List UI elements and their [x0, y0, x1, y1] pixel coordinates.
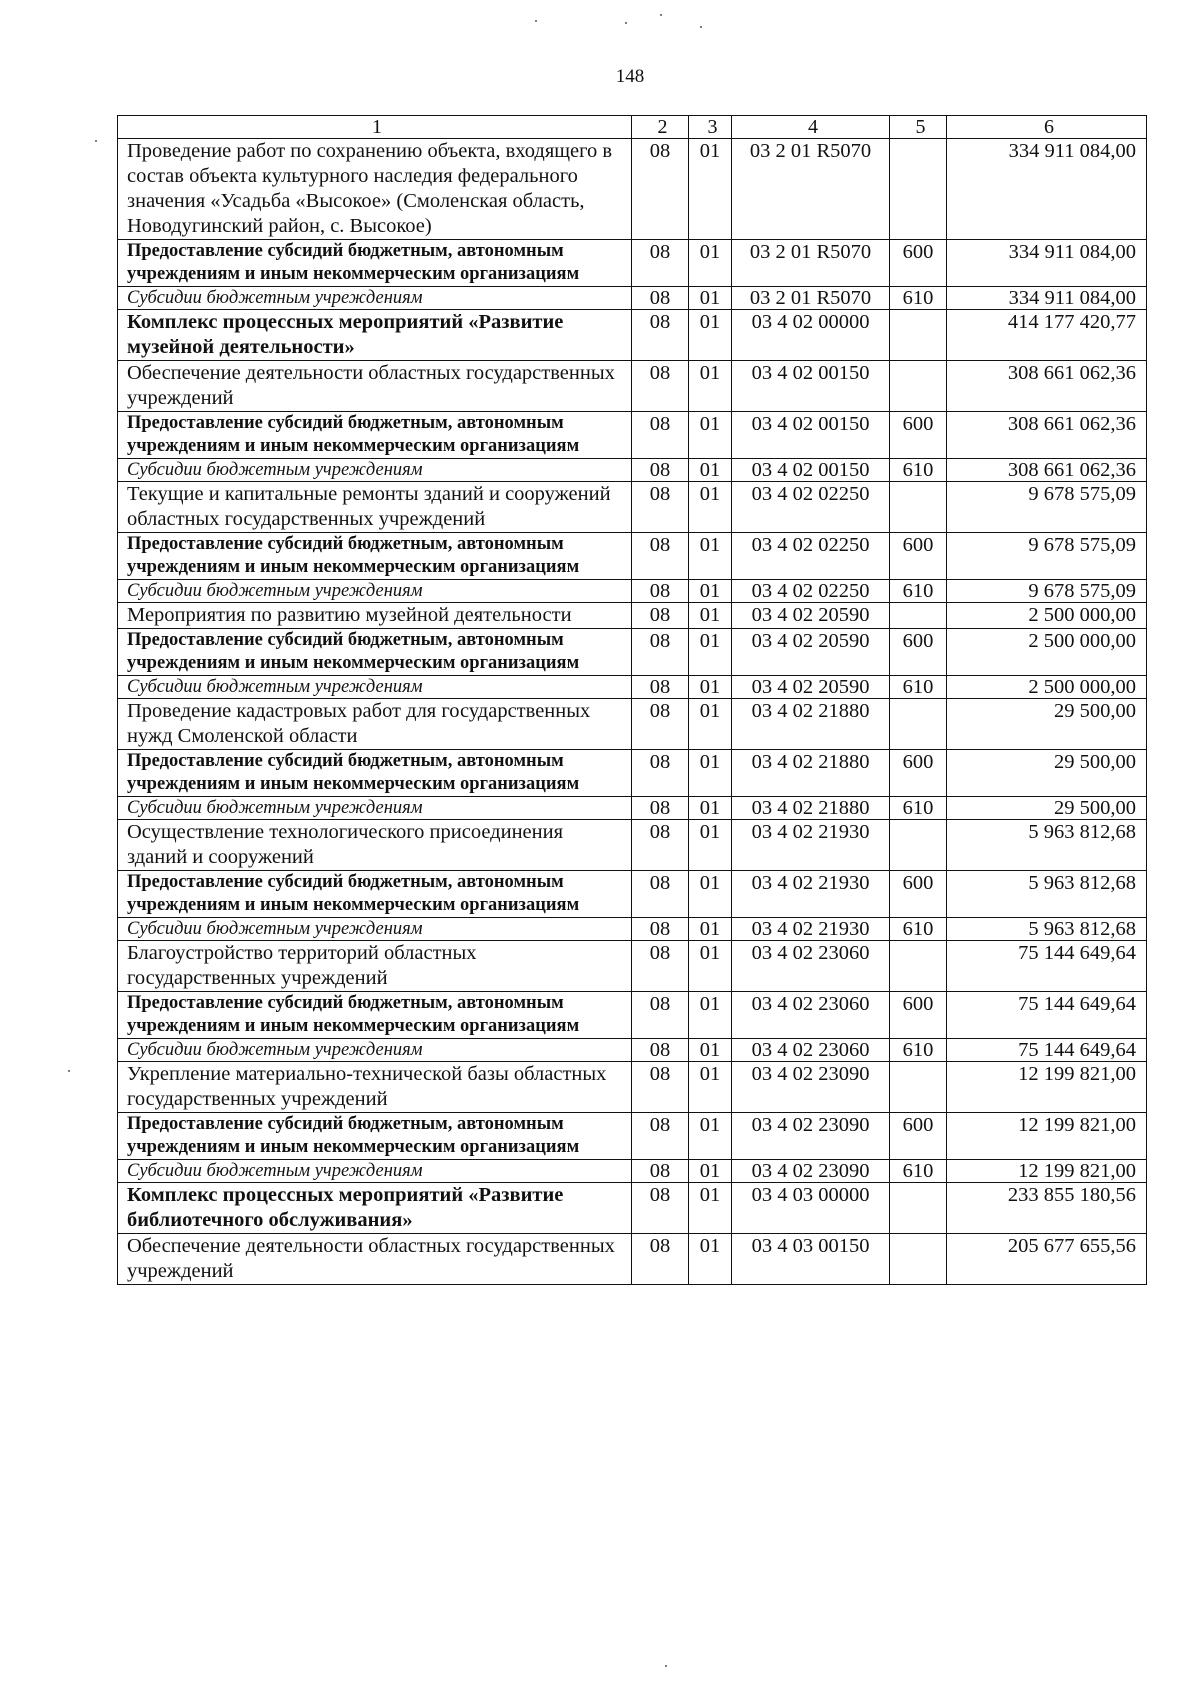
row-amount: 9 678 575,09: [947, 482, 1147, 533]
row-amount: 5 963 812,68: [947, 820, 1147, 871]
row-expense-type-code: [890, 1062, 947, 1113]
row-section-code: 08: [632, 871, 689, 918]
row-expense-type-code: 600: [890, 1113, 947, 1160]
row-section-code: 08: [632, 1160, 689, 1183]
row-section-code: 08: [632, 797, 689, 820]
row-amount: 12 199 821,00: [947, 1113, 1147, 1160]
row-section-code: 08: [632, 482, 689, 533]
table-row: [118, 1113, 1147, 1160]
row-target-article-code: 03 4 02 23060: [732, 941, 890, 992]
row-section-code: 08: [632, 629, 689, 676]
row-expense-type-code: [890, 603, 947, 629]
row-section-code: 08: [632, 699, 689, 750]
table-row: [118, 533, 1147, 580]
row-target-article-code: 03 4 02 20590: [732, 676, 890, 699]
row-amount: 75 144 649,64: [947, 941, 1147, 992]
row-target-article-code: 03 4 02 21880: [732, 797, 890, 820]
row-description: Комплекс процессных мероприятий «Развитие библиотечного обслуживания»: [118, 1183, 632, 1234]
row-target-article-code: 03 4 02 02250: [732, 580, 890, 603]
scan-speck: [68, 1070, 70, 1072]
row-section-code: 08: [632, 603, 689, 629]
row-section-code: 08: [632, 459, 689, 482]
table-row: [118, 941, 1147, 992]
table-row: [118, 750, 1147, 797]
row-target-article-code: 03 4 02 23090: [732, 1062, 890, 1113]
row-expense-type-code: 610: [890, 1160, 947, 1183]
row-section-code: 08: [632, 1183, 689, 1234]
row-amount: 75 144 649,64: [947, 992, 1147, 1039]
row-description: Комплекс процессных мероприятий «Развитие музейной деятельности»: [118, 310, 632, 361]
scan-speck: [95, 140, 97, 142]
row-target-article-code: 03 4 02 23060: [732, 992, 890, 1039]
row-subsection-code: 01: [689, 482, 732, 533]
row-expense-type-code: 600: [890, 240, 947, 287]
table-row: [118, 1183, 1147, 1234]
row-target-article-code: 03 4 02 23090: [732, 1113, 890, 1160]
row-section-code: 08: [632, 139, 689, 240]
row-expense-type-code: 610: [890, 797, 947, 820]
row-expense-type-code: [890, 361, 947, 412]
column-header-6: 6: [947, 116, 1147, 139]
row-subsection-code: 01: [689, 629, 732, 676]
row-description: Субсидии бюджетным учреждениям: [118, 459, 632, 482]
row-section-code: 08: [632, 918, 689, 941]
table-row: [118, 676, 1147, 699]
row-target-article-code: 03 4 02 00150: [732, 361, 890, 412]
row-subsection-code: 01: [689, 1183, 732, 1234]
row-target-article-code: 03 4 02 21930: [732, 918, 890, 941]
row-expense-type-code: 600: [890, 629, 947, 676]
row-section-code: 08: [632, 580, 689, 603]
row-description: Текущие и капитальные ремонты зданий и сооружений областных государственных учреждений: [118, 482, 632, 533]
table-row: [118, 871, 1147, 918]
page-number: 148: [615, 66, 645, 87]
row-section-code: 08: [632, 240, 689, 287]
table-row: [118, 699, 1147, 750]
row-amount: 2 500 000,00: [947, 676, 1147, 699]
table-row: [118, 992, 1147, 1039]
row-amount: 334 911 084,00: [947, 240, 1147, 287]
row-amount: 12 199 821,00: [947, 1160, 1147, 1183]
row-target-article-code: 03 4 02 21930: [732, 871, 890, 918]
scan-speck: [535, 20, 537, 22]
column-header-3: 3: [689, 116, 732, 139]
row-expense-type-code: [890, 1183, 947, 1234]
row-amount: 308 661 062,36: [947, 459, 1147, 482]
row-target-article-code: 03 4 02 02250: [732, 482, 890, 533]
row-subsection-code: 01: [689, 1039, 732, 1062]
row-subsection-code: 01: [689, 287, 732, 310]
row-description: Субсидии бюджетным учреждениям: [118, 1160, 632, 1183]
row-amount: 233 855 180,56: [947, 1183, 1147, 1234]
row-expense-type-code: [890, 699, 947, 750]
row-amount: 9 678 575,09: [947, 580, 1147, 603]
row-amount: 334 911 084,00: [947, 139, 1147, 240]
row-amount: 205 677 655,56: [947, 1234, 1147, 1285]
row-target-article-code: 03 4 02 20590: [732, 603, 890, 629]
row-section-code: 08: [632, 533, 689, 580]
row-description: Предоставление субсидий бюджетным, автономным учреждениям и иным некоммерческим организациям: [118, 412, 632, 459]
row-expense-type-code: 610: [890, 676, 947, 699]
row-description: Субсидии бюджетным учреждениям: [118, 797, 632, 820]
row-target-article-code: 03 4 02 20590: [732, 629, 890, 676]
row-subsection-code: 01: [689, 750, 732, 797]
row-amount: 75 144 649,64: [947, 1039, 1147, 1062]
row-description: Мероприятия по развитию музейной деятельности: [118, 603, 632, 629]
table-row: [118, 580, 1147, 603]
row-section-code: 08: [632, 1039, 689, 1062]
row-description: Субсидии бюджетным учреждениям: [118, 676, 632, 699]
row-target-article-code: 03 2 01 R5070: [732, 139, 890, 240]
row-subsection-code: 01: [689, 580, 732, 603]
table-row: [118, 482, 1147, 533]
row-subsection-code: 01: [689, 412, 732, 459]
row-amount: 414 177 420,77: [947, 310, 1147, 361]
row-subsection-code: 01: [689, 820, 732, 871]
row-section-code: 08: [632, 1113, 689, 1160]
row-section-code: 08: [632, 1062, 689, 1113]
row-target-article-code: 03 4 02 21880: [732, 750, 890, 797]
row-target-article-code: 03 2 01 R5070: [732, 240, 890, 287]
row-description: Предоставление субсидий бюджетным, автономным учреждениям и иным некоммерческим организациям: [118, 240, 632, 287]
row-expense-type-code: 610: [890, 580, 947, 603]
row-amount: 5 963 812,68: [947, 871, 1147, 918]
row-target-article-code: 03 4 02 00150: [732, 459, 890, 482]
table-row: [118, 310, 1147, 361]
row-amount: 2 500 000,00: [947, 603, 1147, 629]
budget-table: [117, 115, 1147, 1285]
row-amount: 29 500,00: [947, 699, 1147, 750]
row-description: Проведение работ по сохранению объекта, входящего в состав объекта культурного наследия федерального значения «Усадьба «Высокое» (Смоленская область, Новодугинский район, с. Высокое): [118, 139, 632, 240]
column-header-2: 2: [632, 116, 689, 139]
row-subsection-code: 01: [689, 676, 732, 699]
row-subsection-code: 01: [689, 941, 732, 992]
row-description: Благоустройство территорий областных государственных учреждений: [118, 941, 632, 992]
scan-speck: [660, 14, 662, 16]
row-subsection-code: 01: [689, 871, 732, 918]
row-expense-type-code: [890, 310, 947, 361]
table-row: [118, 1160, 1147, 1183]
row-amount: 29 500,00: [947, 797, 1147, 820]
row-expense-type-code: 600: [890, 412, 947, 459]
row-description: Субсидии бюджетным учреждениям: [118, 287, 632, 310]
table-row: [118, 1039, 1147, 1062]
row-subsection-code: 01: [689, 603, 732, 629]
row-expense-type-code: [890, 482, 947, 533]
table-row: [118, 240, 1147, 287]
row-description: Укрепление материально-технической базы областных государственных учреждений: [118, 1062, 632, 1113]
row-target-article-code: 03 2 01 R5070: [732, 287, 890, 310]
row-expense-type-code: 600: [890, 871, 947, 918]
row-subsection-code: 01: [689, 361, 732, 412]
table-row: [118, 287, 1147, 310]
row-subsection-code: 01: [689, 1160, 732, 1183]
row-section-code: 08: [632, 412, 689, 459]
row-description: Обеспечение деятельности областных государственных учреждений: [118, 361, 632, 412]
row-amount: 2 500 000,00: [947, 629, 1147, 676]
row-subsection-code: 01: [689, 1113, 732, 1160]
row-expense-type-code: [890, 820, 947, 871]
row-expense-type-code: [890, 1234, 947, 1285]
row-subsection-code: 01: [689, 1062, 732, 1113]
row-target-article-code: 03 4 02 23060: [732, 1039, 890, 1062]
row-description: Предоставление субсидий бюджетным, автономным учреждениям и иным некоммерческим организациям: [118, 871, 632, 918]
row-section-code: 08: [632, 1234, 689, 1285]
row-target-article-code: 03 4 02 00150: [732, 412, 890, 459]
row-expense-type-code: 610: [890, 1039, 947, 1062]
table-header-row: [118, 116, 1147, 139]
row-subsection-code: 01: [689, 797, 732, 820]
table-row: [118, 820, 1147, 871]
column-header-5: 5: [890, 116, 947, 139]
table-row: [118, 412, 1147, 459]
row-description: Субсидии бюджетным учреждениям: [118, 1039, 632, 1062]
row-expense-type-code: [890, 941, 947, 992]
row-description: Предоставление субсидий бюджетным, автономным учреждениям и иным некоммерческим организациям: [118, 750, 632, 797]
row-expense-type-code: 600: [890, 992, 947, 1039]
row-section-code: 08: [632, 750, 689, 797]
row-target-article-code: 03 4 02 00000: [732, 310, 890, 361]
row-description: Предоставление субсидий бюджетным, автономным учреждениям и иным некоммерческим организациям: [118, 629, 632, 676]
row-expense-type-code: 610: [890, 459, 947, 482]
table-row: [118, 1234, 1147, 1285]
row-amount: 9 678 575,09: [947, 533, 1147, 580]
row-section-code: 08: [632, 820, 689, 871]
scan-speck: [700, 26, 702, 28]
scan-speck: [625, 22, 627, 24]
table-row: [118, 459, 1147, 482]
row-description: Субсидии бюджетным учреждениям: [118, 918, 632, 941]
row-subsection-code: 01: [689, 459, 732, 482]
row-expense-type-code: [890, 139, 947, 240]
row-subsection-code: 01: [689, 139, 732, 240]
table-row: [118, 361, 1147, 412]
row-amount: 334 911 084,00: [947, 287, 1147, 310]
row-amount: 12 199 821,00: [947, 1062, 1147, 1113]
row-amount: 308 661 062,36: [947, 361, 1147, 412]
row-target-article-code: 03 4 02 02250: [732, 533, 890, 580]
row-target-article-code: 03 4 02 23090: [732, 1160, 890, 1183]
row-amount: 308 661 062,36: [947, 412, 1147, 459]
row-description: Обеспечение деятельности областных государственных учреждений: [118, 1234, 632, 1285]
row-description: Предоставление субсидий бюджетным, автономным учреждениям и иным некоммерческим организациям: [118, 1113, 632, 1160]
table-row: [118, 603, 1147, 629]
row-subsection-code: 01: [689, 240, 732, 287]
row-section-code: 08: [632, 287, 689, 310]
scan-speck: [665, 1665, 667, 1667]
row-section-code: 08: [632, 941, 689, 992]
row-section-code: 08: [632, 310, 689, 361]
row-expense-type-code: 610: [890, 918, 947, 941]
row-description: Проведение кадастровых работ для государственных нужд Смоленской области: [118, 699, 632, 750]
row-description: Субсидии бюджетным учреждениям: [118, 580, 632, 603]
row-subsection-code: 01: [689, 992, 732, 1039]
row-amount: 5 963 812,68: [947, 918, 1147, 941]
row-subsection-code: 01: [689, 533, 732, 580]
row-expense-type-code: 600: [890, 533, 947, 580]
table-row: [118, 629, 1147, 676]
row-subsection-code: 01: [689, 918, 732, 941]
row-description: Предоставление субсидий бюджетным, автономным учреждениям и иным некоммерческим организациям: [118, 533, 632, 580]
row-section-code: 08: [632, 361, 689, 412]
row-description: Предоставление субсидий бюджетным, автономным учреждениям и иным некоммерческим организациям: [118, 992, 632, 1039]
table-row: [118, 918, 1147, 941]
table-row: [118, 1062, 1147, 1113]
row-target-article-code: 03 4 02 21880: [732, 699, 890, 750]
table-row: [118, 139, 1147, 240]
row-target-article-code: 03 4 03 00150: [732, 1234, 890, 1285]
row-subsection-code: 01: [689, 1234, 732, 1285]
table-row: [118, 797, 1147, 820]
row-subsection-code: 01: [689, 699, 732, 750]
row-section-code: 08: [632, 676, 689, 699]
row-expense-type-code: 600: [890, 750, 947, 797]
row-target-article-code: 03 4 03 00000: [732, 1183, 890, 1234]
column-header-1: 1: [118, 116, 632, 139]
column-header-4: 4: [732, 116, 890, 139]
row-amount: 29 500,00: [947, 750, 1147, 797]
row-subsection-code: 01: [689, 310, 732, 361]
row-section-code: 08: [632, 992, 689, 1039]
row-expense-type-code: 610: [890, 287, 947, 310]
row-description: Осуществление технологического присоединения зданий и сооружений: [118, 820, 632, 871]
row-target-article-code: 03 4 02 21930: [732, 820, 890, 871]
